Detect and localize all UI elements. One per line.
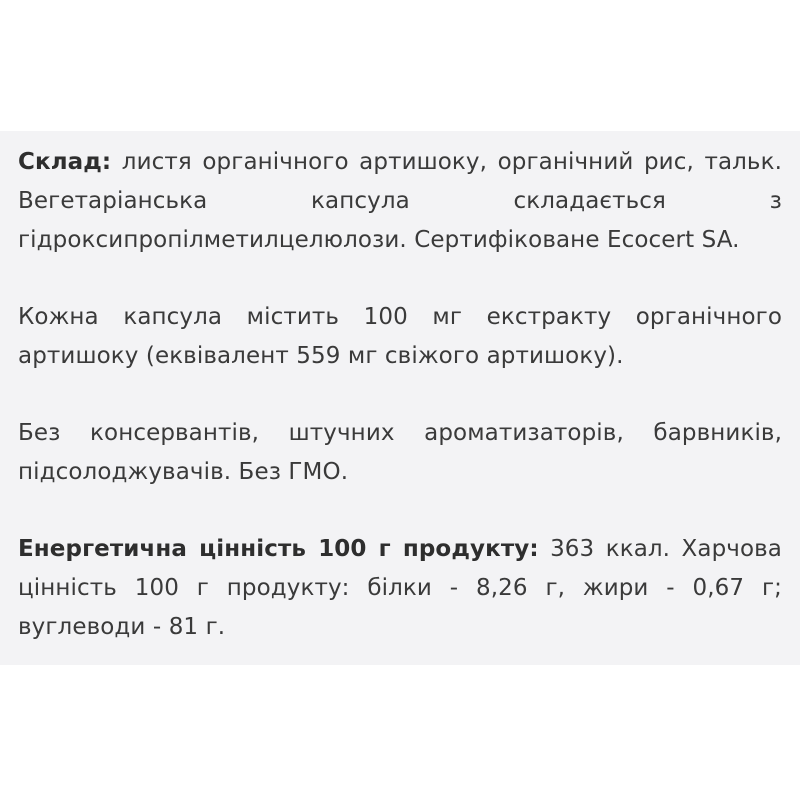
capsule-content-text: Кожна капсула містить 100 мг екстракту органічного артишоку (еквівалент 559 мг свіжого артишоку). [18,304,782,369]
nutrition-label: Енергетична цінність 100 г продукту: [18,536,539,562]
nutrition-paragraph [18,530,782,647]
free-from-paragraph [18,414,782,492]
composition-text: листя органічного артишоку, органічний рис, тальк. Вегетаріанська капсула складається з гідроксипропілметилцелюлози. Сертифіковане Ecocert SA. [18,149,782,253]
product-description [18,143,782,647]
capsule-content-paragraph [18,298,782,376]
nutrition-text: 363 ккал. Харчова цінність 100 г продукту: білки - 8,26 г, жири - 0,67 г; вуглеводи - 81 г. [18,536,782,640]
composition-label: Склад: [18,149,112,175]
free-from-text: Без консервантів, штучних ароматизаторів, барвників, підсолоджувачів. Без ГМО. [18,420,782,485]
composition-paragraph [18,143,782,260]
